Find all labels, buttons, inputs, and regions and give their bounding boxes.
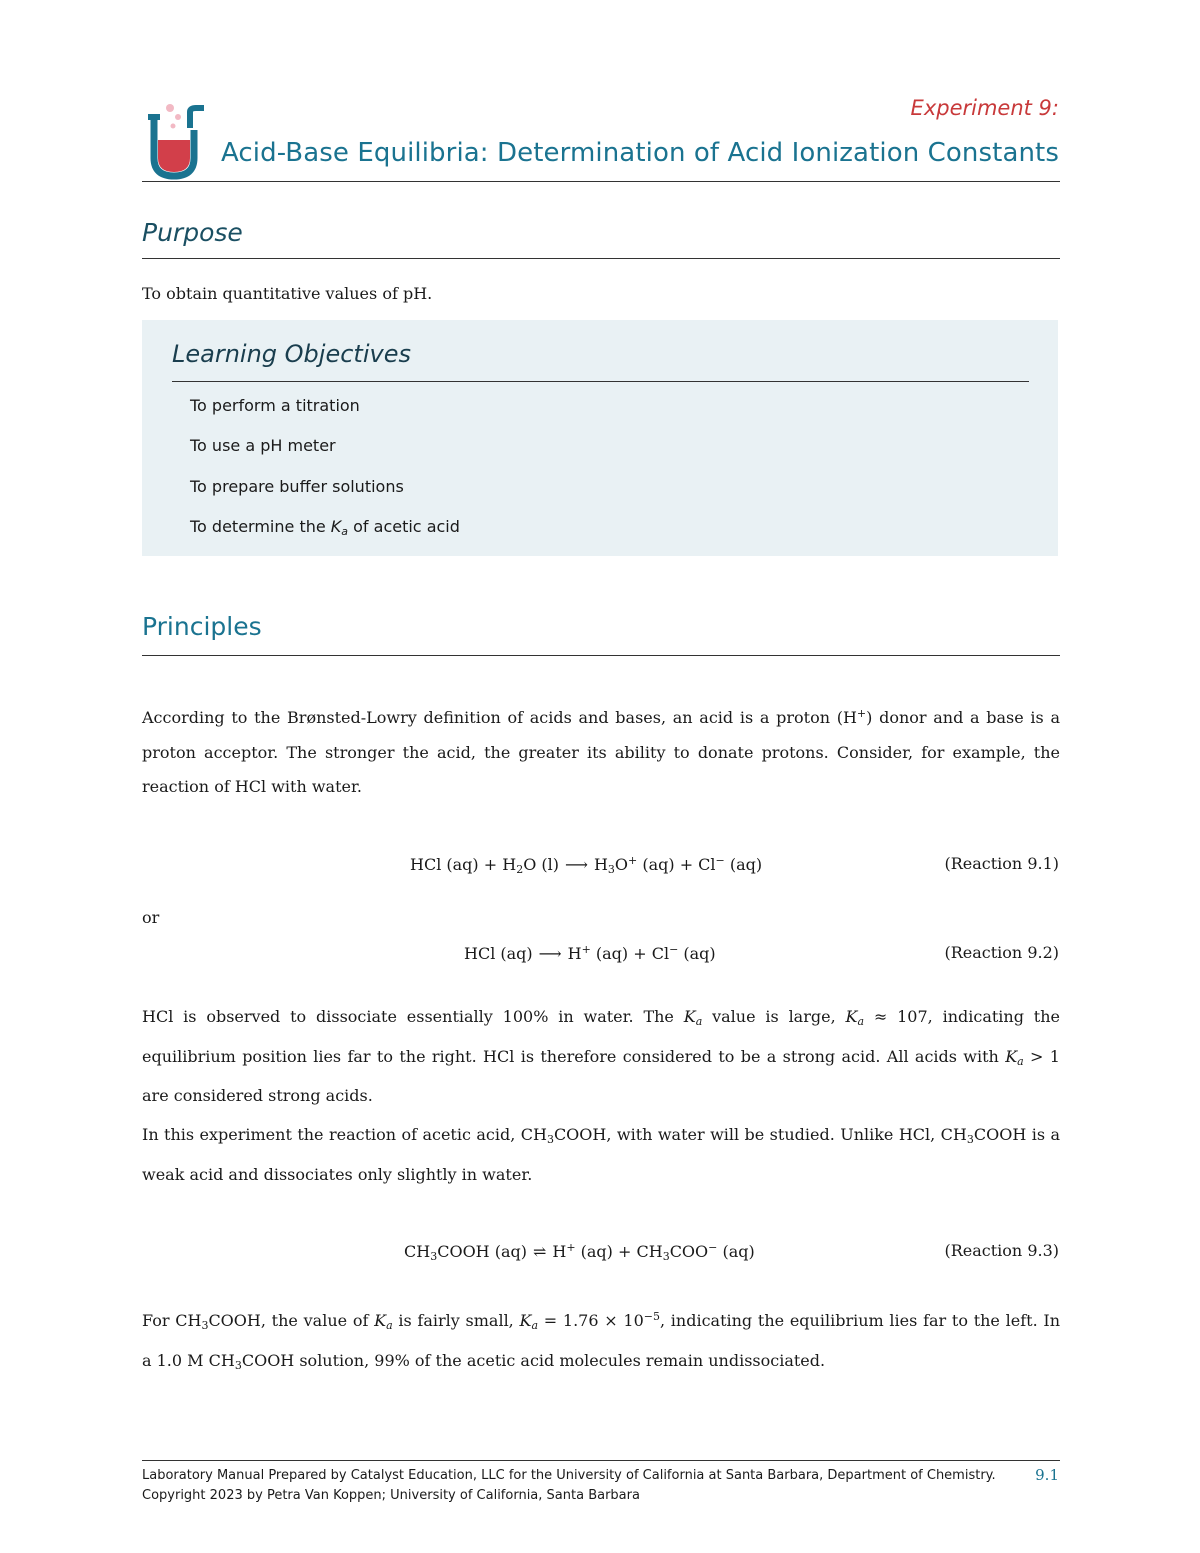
principles-heading: Principles [142, 612, 262, 641]
objective-item: To perform a titration [190, 396, 360, 415]
principles-paragraph-2: HCl is observed to dissociate essentially 100% in water. The $K_a$ value is large, $K_a \approx 107$, indicating the equilibrium position lies far to the right. HCl is therefore considered to be a strong acid. All acids with $K_a > 1$ are considered strong acids. [142, 1007, 1061, 1105]
learning-objectives-heading: Learning Objectives [172, 340, 411, 368]
reaction-9-3-equation: $CH_3COOH$ (aq) ⇌ H+ $(aq) + CH_3COO^-$ (aq) [404, 1241, 755, 1263]
principles-divider [142, 655, 1060, 656]
beaker-logo-icon [146, 100, 208, 180]
purpose-heading: Purpose [142, 218, 243, 247]
principles-paragraph-1: According to the Brønsted-Lowry definition of acids and bases, an acid is a proton (H+) donor and a base is a proton acceptor. The stronger the acid, the greater its ability to donate protons. Consider, for example, the reaction of HCl with water. [142, 707, 1061, 796]
learning-objectives-box [142, 320, 1058, 556]
page-title: Acid-Base Equilibria: Determination of Acid Ionization Constants [220, 138, 1059, 168]
reaction-9-1-label: (Reaction 9.1) [944, 854, 1059, 873]
reaction-9-3-label: (Reaction 9.3) [944, 1241, 1059, 1260]
footer-divider [142, 1460, 1060, 1461]
purpose-text: To obtain quantitative values of pH. [142, 284, 433, 303]
objective-item: To use a pH meter [190, 436, 336, 455]
objective-item: To prepare buffer solutions [190, 477, 404, 496]
principles-paragraph-3: In this experiment the reaction of acetic acid, $CH_3COOH$, with water will be studied. Unlike HCl, $CH_3COOH$ is a weak acid and dissociates only slightly in water. [142, 1125, 1061, 1184]
page-number: 9.1 [1035, 1466, 1059, 1484]
purpose-divider [142, 258, 1060, 259]
objective-item: To determine the $K_a$ of acetic acid [190, 517, 460, 538]
reaction-9-2-label: (Reaction 9.2) [944, 943, 1059, 962]
reaction-9-2-equation: HCl (aq) ⟶ H+ (aq) + Cl− (aq) [464, 943, 716, 963]
experiment-label: Experiment 9: [910, 96, 1059, 120]
title-divider [142, 181, 1060, 182]
footer-copyright: Copyright 2023 by Petra Van Koppen; University of California, Santa Barbara [142, 1488, 640, 1503]
footer-credit: Laboratory Manual Prepared by Catalyst Education, LLC for the University of California at Santa Barbara, Department of Chemistry. [142, 1468, 996, 1483]
principles-paragraph-4: For $CH_3COOH$, the value of $K_a$ is fairly small, $K_a = 1.76 \times 10^{-5}$, indicating the equilibrium lies far to the left. In a 1.0 M $CH_3COOH$ solution, 99% of the acetic acid molecules remain undissociated. [142, 1310, 1061, 1372]
or-text: or [142, 908, 160, 927]
reaction-9-1-equation: HCl $(aq) + H_2O$ (l) ⟶ $H_3O^+$ (aq) + Cl− (aq) [410, 854, 763, 876]
learning-objectives-divider [172, 381, 1029, 382]
